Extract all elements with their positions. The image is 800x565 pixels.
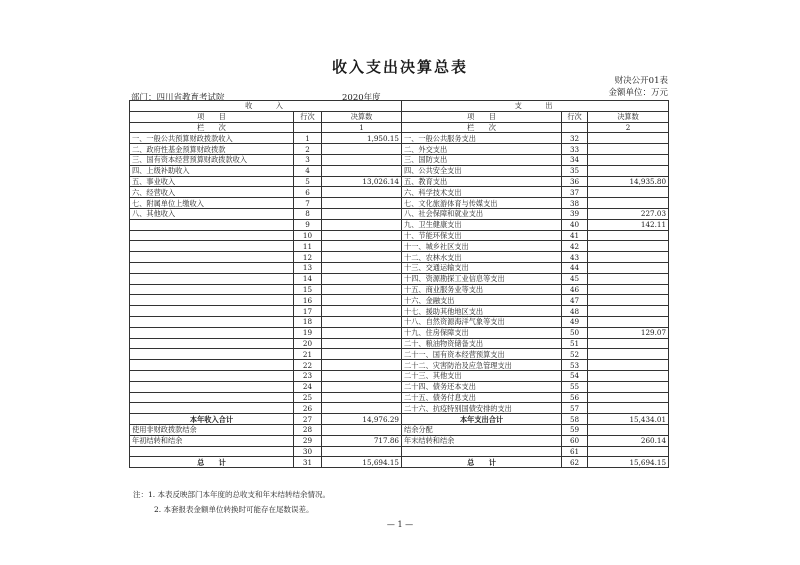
expense-rowno: 39 xyxy=(562,208,588,219)
income-amount xyxy=(322,284,402,295)
income-item: 三、国有资本经营预算财政拨款收入 xyxy=(130,154,294,165)
expense-amount-header: 决算数 xyxy=(588,111,669,122)
income-item: 年初结转和结余 xyxy=(130,435,294,446)
expense-item: 五、教育支出 xyxy=(402,176,562,187)
income-rowno: 6 xyxy=(294,187,322,198)
income-item: 六、经营收入 xyxy=(130,187,294,198)
expense-rowno: 48 xyxy=(562,306,588,317)
expense-amount xyxy=(588,262,669,273)
income-rowno: 20 xyxy=(294,338,322,349)
income-item xyxy=(130,252,294,263)
income-rowno: 4 xyxy=(294,165,322,176)
income-item xyxy=(130,295,294,306)
income-amount: 1,950.15 xyxy=(322,133,402,144)
income-amount xyxy=(322,295,402,306)
income-rowno: 10 xyxy=(294,230,322,241)
income-item xyxy=(130,219,294,230)
income-rowno: 19 xyxy=(294,327,322,338)
income-amount xyxy=(322,338,402,349)
expense-amount xyxy=(588,349,669,360)
income-item xyxy=(130,381,294,392)
expense-item: 结余分配 xyxy=(402,424,562,435)
income-rowno: 23 xyxy=(294,370,322,381)
expense-item: 十二、农林水支出 xyxy=(402,252,562,263)
fiscal-year: 2020年度 xyxy=(342,93,381,103)
expense-col-label: 栏 次 xyxy=(402,122,562,133)
income-item xyxy=(130,392,294,403)
income-amount xyxy=(322,273,402,284)
income-item xyxy=(130,360,294,371)
income-amount xyxy=(322,241,402,252)
income-amount-header: 决算数 xyxy=(322,111,402,122)
income-amount xyxy=(322,424,402,435)
expense-item: 二十一、国有资本经营预算支出 xyxy=(402,349,562,360)
income-amount: 14,976.29 xyxy=(322,414,402,425)
expense-rowno: 44 xyxy=(562,262,588,273)
income-rowno: 14 xyxy=(294,273,322,284)
expense-item xyxy=(402,446,562,457)
income-rowno: 29 xyxy=(294,435,322,446)
expense-amount xyxy=(588,295,669,306)
income-item-header: 项 目 xyxy=(130,111,294,122)
table-row xyxy=(130,252,669,263)
expense-item: 十七、援助其他地区支出 xyxy=(402,306,562,317)
income-amount xyxy=(322,262,402,273)
income-rowno: 18 xyxy=(294,316,322,327)
income-rowno: 12 xyxy=(294,252,322,263)
expense-amount xyxy=(588,165,669,176)
expense-item: 十四、资源勘探工业信息等支出 xyxy=(402,273,562,284)
table-row xyxy=(130,295,669,306)
table-row xyxy=(130,370,669,381)
expense-item: 二十六、抗疫特别国债安排的支出 xyxy=(402,403,562,414)
income-rowno: 28 xyxy=(294,424,322,435)
table-row xyxy=(130,165,669,176)
expense-item: 十八、自然资源海洋气象等支出 xyxy=(402,316,562,327)
expense-item: 十一、城乡社区支出 xyxy=(402,241,562,252)
expense-amount: 260.14 xyxy=(588,435,669,446)
expense-amount xyxy=(588,198,669,209)
expense-item: 一、一般公共服务支出 xyxy=(402,133,562,144)
income-item xyxy=(130,273,294,284)
expense-item: 二十、粮油物资储备支出 xyxy=(402,338,562,349)
department-label: 部门：四川省教育考试院 xyxy=(131,93,225,103)
expense-rowno: 37 xyxy=(562,187,588,198)
income-amount xyxy=(322,252,402,263)
total-row xyxy=(130,457,669,468)
income-amount xyxy=(322,230,402,241)
income-total-rowno: 31 xyxy=(294,457,322,468)
income-rowno: 17 xyxy=(294,306,322,317)
expense-item-header: 项 目 xyxy=(402,111,562,122)
table-row xyxy=(130,230,669,241)
expense-amount xyxy=(588,273,669,284)
expense-rowno: 46 xyxy=(562,284,588,295)
summary-row xyxy=(130,424,669,435)
table-row xyxy=(130,306,669,317)
table-row xyxy=(130,208,669,219)
income-amount xyxy=(322,144,402,155)
income-item: 五、事业收入 xyxy=(130,176,294,187)
income-item xyxy=(130,327,294,338)
expense-rowno: 58 xyxy=(562,414,588,425)
table-row xyxy=(130,198,669,209)
income-amount xyxy=(322,198,402,209)
expense-rowno-header: 行次 xyxy=(562,111,588,122)
expense-item: 八、社会保障和就业支出 xyxy=(402,208,562,219)
table-row xyxy=(130,284,669,295)
expense-amount xyxy=(588,144,669,155)
table-row xyxy=(130,338,669,349)
income-amount xyxy=(322,403,402,414)
income-item xyxy=(130,241,294,252)
expense-rowno: 50 xyxy=(562,327,588,338)
expense-item: 六、科学技术支出 xyxy=(402,187,562,198)
table-row xyxy=(130,219,669,230)
expense-total-rowno: 62 xyxy=(562,457,588,468)
income-rowno: 11 xyxy=(294,241,322,252)
expense-rowno: 54 xyxy=(562,370,588,381)
expense-amount: 14,935.80 xyxy=(588,176,669,187)
expense-amount xyxy=(588,338,669,349)
amount-unit: 金额单位：万元 xyxy=(608,88,668,98)
income-amount xyxy=(322,306,402,317)
expense-header: 支 出 xyxy=(402,101,669,112)
expense-amount xyxy=(588,306,669,317)
expense-total-label: 总 计 xyxy=(402,457,562,468)
expense-amount xyxy=(588,187,669,198)
expense-item: 二十四、债务还本支出 xyxy=(402,381,562,392)
expense-item: 十三、交通运输支出 xyxy=(402,262,562,273)
income-amount xyxy=(322,327,402,338)
income-item xyxy=(130,306,294,317)
income-item xyxy=(130,316,294,327)
income-amount xyxy=(322,370,402,381)
expense-col-blank xyxy=(562,122,588,133)
expense-amount xyxy=(588,230,669,241)
expense-amount xyxy=(588,284,669,295)
income-rowno: 2 xyxy=(294,144,322,155)
income-amount: 13,026.14 xyxy=(322,176,402,187)
income-amount xyxy=(322,381,402,392)
expense-item: 二、外交支出 xyxy=(402,144,562,155)
income-rowno: 22 xyxy=(294,360,322,371)
column-index-row xyxy=(130,122,669,133)
expense-amount xyxy=(588,446,669,457)
income-amount xyxy=(322,208,402,219)
income-item xyxy=(130,262,294,273)
income-amount xyxy=(322,392,402,403)
table-row xyxy=(130,241,669,252)
note-1: 注：1. 本表反映部门本年度的总收支和年末结转结余情况。 xyxy=(133,490,331,499)
note-2: 2. 本套报表金额单位转换时可能存在尾数误差。 xyxy=(154,505,314,514)
income-rowno: 30 xyxy=(294,446,322,457)
expense-rowno: 49 xyxy=(562,316,588,327)
expense-item: 十九、住房保障支出 xyxy=(402,327,562,338)
expense-item: 九、卫生健康支出 xyxy=(402,219,562,230)
income-rowno: 21 xyxy=(294,349,322,360)
income-rowno: 25 xyxy=(294,392,322,403)
expense-rowno: 56 xyxy=(562,392,588,403)
income-rowno: 27 xyxy=(294,414,322,425)
expense-rowno: 35 xyxy=(562,165,588,176)
expense-item: 二十三、其他支出 xyxy=(402,370,562,381)
table-row xyxy=(130,392,669,403)
income-item: 本年收入合计 xyxy=(130,414,294,425)
income-item: 七、附属单位上缴收入 xyxy=(130,198,294,209)
income-amount xyxy=(322,446,402,457)
expense-item: 七、文化旅游体育与传媒支出 xyxy=(402,198,562,209)
income-total-amount: 15,694.15 xyxy=(322,457,402,468)
income-item xyxy=(130,284,294,295)
table-row xyxy=(130,403,669,414)
column-header-row xyxy=(130,111,669,122)
table-row xyxy=(130,176,669,187)
expense-amount xyxy=(588,424,669,435)
table-row xyxy=(130,262,669,273)
expense-col-index: 2 xyxy=(588,122,669,133)
expense-item: 十五、商业服务业等支出 xyxy=(402,284,562,295)
income-item xyxy=(130,230,294,241)
table-row xyxy=(130,133,669,144)
expense-rowno: 34 xyxy=(562,154,588,165)
expense-item: 十六、金融支出 xyxy=(402,295,562,306)
expense-amount xyxy=(588,370,669,381)
income-rowno: 3 xyxy=(294,154,322,165)
income-rowno: 24 xyxy=(294,381,322,392)
expense-amount xyxy=(588,316,669,327)
summary-row xyxy=(130,446,669,457)
income-rowno: 1 xyxy=(294,133,322,144)
income-rowno: 15 xyxy=(294,284,322,295)
income-item xyxy=(130,370,294,381)
expense-total-amount: 15,694.15 xyxy=(588,457,669,468)
expense-rowno: 51 xyxy=(562,338,588,349)
expense-amount: 142.11 xyxy=(588,219,669,230)
expense-rowno: 61 xyxy=(562,446,588,457)
expense-rowno: 43 xyxy=(562,252,588,263)
income-item: 八、其他收入 xyxy=(130,208,294,219)
income-col-blank xyxy=(294,122,322,133)
expense-amount xyxy=(588,381,669,392)
income-amount xyxy=(322,316,402,327)
table-row xyxy=(130,360,669,371)
expense-amount: 129.07 xyxy=(588,327,669,338)
income-amount xyxy=(322,219,402,230)
summary-row xyxy=(130,414,669,425)
expense-rowno: 42 xyxy=(562,241,588,252)
expense-item: 二十二、灾害防治及应急管理支出 xyxy=(402,360,562,371)
expense-rowno: 55 xyxy=(562,381,588,392)
income-rowno: 8 xyxy=(294,208,322,219)
income-expense-table xyxy=(129,100,669,468)
expense-amount xyxy=(588,392,669,403)
expense-item: 三、国防支出 xyxy=(402,154,562,165)
income-col-label: 栏 次 xyxy=(130,122,294,133)
income-col-index: 1 xyxy=(322,122,402,133)
expense-rowno: 33 xyxy=(562,144,588,155)
expense-rowno: 52 xyxy=(562,349,588,360)
table-row xyxy=(130,144,669,155)
expense-rowno: 38 xyxy=(562,198,588,209)
expense-rowno: 36 xyxy=(562,176,588,187)
income-amount xyxy=(322,154,402,165)
expense-rowno: 40 xyxy=(562,219,588,230)
expense-item: 二十五、债务付息支出 xyxy=(402,392,562,403)
form-number: 财决公开01表 xyxy=(614,76,668,86)
expense-rowno: 60 xyxy=(562,435,588,446)
income-amount xyxy=(322,165,402,176)
income-item xyxy=(130,403,294,414)
income-amount xyxy=(322,187,402,198)
income-rowno: 9 xyxy=(294,219,322,230)
expense-rowno: 45 xyxy=(562,273,588,284)
income-amount xyxy=(322,360,402,371)
expense-amount: 15,434.01 xyxy=(588,414,669,425)
income-item: 四、上级补助收入 xyxy=(130,165,294,176)
income-total-label: 总 计 xyxy=(130,457,294,468)
income-rowno: 7 xyxy=(294,198,322,209)
expense-rowno: 41 xyxy=(562,230,588,241)
expense-rowno: 32 xyxy=(562,133,588,144)
expense-amount xyxy=(588,252,669,263)
expense-rowno: 59 xyxy=(562,424,588,435)
income-item xyxy=(130,349,294,360)
income-item: 使用非财政拨款结余 xyxy=(130,424,294,435)
table-row xyxy=(130,381,669,392)
expense-rowno: 53 xyxy=(562,360,588,371)
income-amount xyxy=(322,349,402,360)
income-rowno: 5 xyxy=(294,176,322,187)
table-row xyxy=(130,327,669,338)
page-number: — 1 — xyxy=(386,520,414,529)
expense-item: 四、公共安全支出 xyxy=(402,165,562,176)
income-amount: 717.86 xyxy=(322,435,402,446)
expense-item: 本年支出合计 xyxy=(402,414,562,425)
income-item: 一、一般公共预算财政拨款收入 xyxy=(130,133,294,144)
expense-item: 十、节能环保支出 xyxy=(402,230,562,241)
income-header: 收 入 xyxy=(130,101,402,112)
table-row xyxy=(130,349,669,360)
section-header-row xyxy=(130,101,669,112)
expense-item: 年末结转和结余 xyxy=(402,435,562,446)
income-item xyxy=(130,338,294,349)
income-rowno: 16 xyxy=(294,295,322,306)
table-row xyxy=(130,316,669,327)
income-rowno-header: 行次 xyxy=(294,111,322,122)
summary-row xyxy=(130,435,669,446)
expense-amount xyxy=(588,403,669,414)
expense-amount xyxy=(588,241,669,252)
expense-amount: 227.03 xyxy=(588,208,669,219)
expense-amount xyxy=(588,133,669,144)
expense-amount xyxy=(588,154,669,165)
table-title: 收入支出决算总表 xyxy=(331,58,468,76)
income-rowno: 26 xyxy=(294,403,322,414)
expense-rowno: 57 xyxy=(562,403,588,414)
table-row xyxy=(130,273,669,284)
expense-amount xyxy=(588,360,669,371)
expense-rowno: 47 xyxy=(562,295,588,306)
income-item: 二、政府性基金预算财政拨款 xyxy=(130,144,294,155)
table-row xyxy=(130,187,669,198)
income-item xyxy=(130,446,294,457)
table-row xyxy=(130,154,669,165)
income-rowno: 13 xyxy=(294,262,322,273)
